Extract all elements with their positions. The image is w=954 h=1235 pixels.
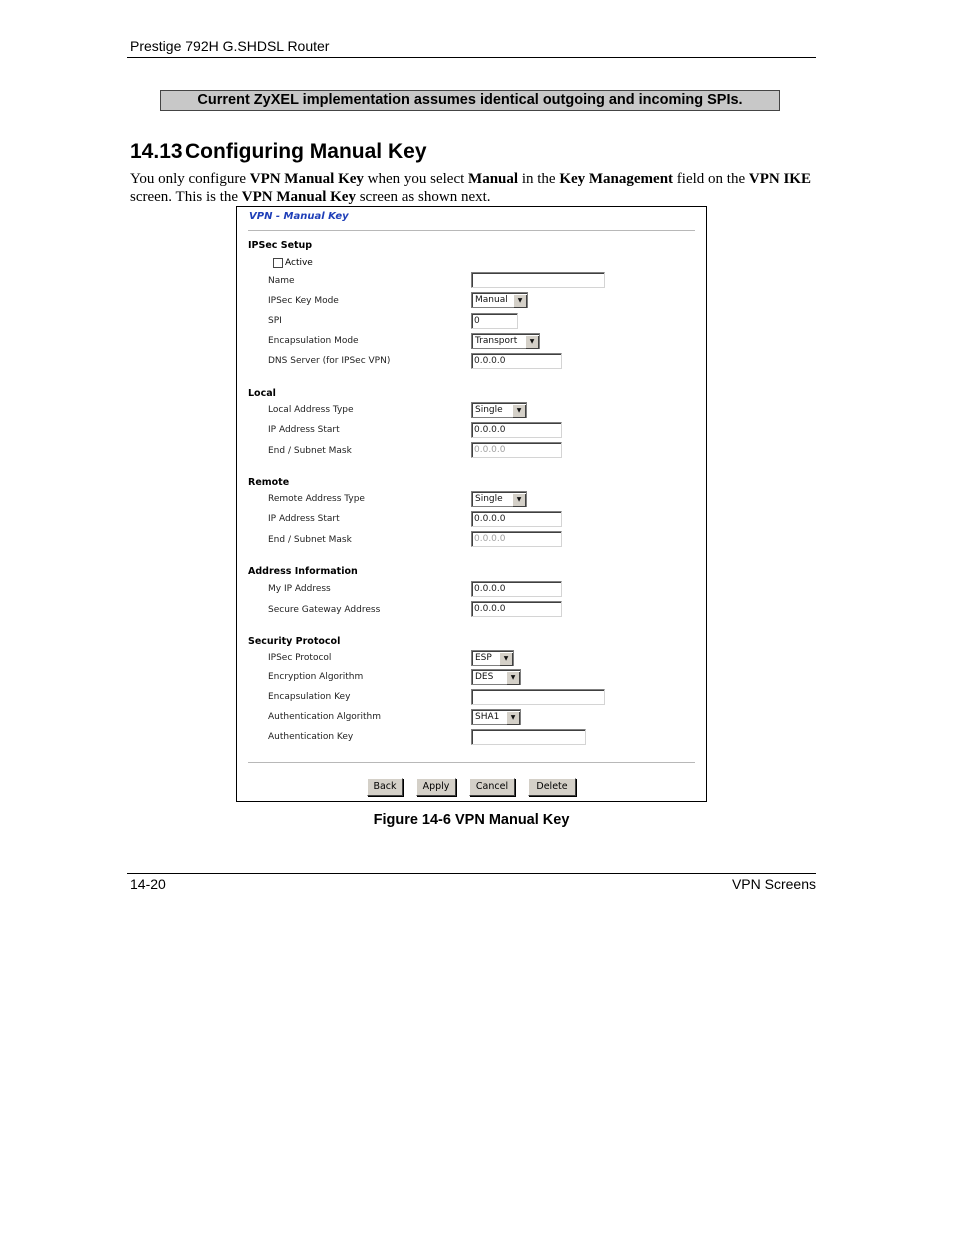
authentication-key-label: Authentication Key bbox=[268, 732, 354, 742]
encryption-algorithm-label: Encryption Algorithm bbox=[268, 672, 364, 682]
ipsec-key-mode-label: IPSec Key Mode bbox=[268, 296, 339, 306]
active-checkbox[interactable] bbox=[273, 258, 283, 268]
active-checkbox-row[interactable] bbox=[273, 258, 313, 268]
authentication-algorithm-label: Authentication Algorithm bbox=[268, 712, 382, 722]
cancel-button[interactable]: Cancel bbox=[469, 778, 515, 796]
encapsulation-key-label: Encapsulation Key bbox=[268, 692, 351, 702]
chevron-down-icon[interactable]: ▼ bbox=[512, 404, 525, 417]
chevron-down-icon[interactable]: ▼ bbox=[506, 671, 519, 684]
intro-paragraph bbox=[130, 170, 816, 206]
remote-address-type-value: Single bbox=[475, 494, 503, 504]
screen-title: VPN - Manual Key bbox=[249, 211, 349, 222]
chevron-down-icon[interactable]: ▼ bbox=[525, 335, 538, 348]
remote-end-mask-input: 0.0.0.0 bbox=[471, 531, 562, 547]
chevron-down-icon[interactable]: ▼ bbox=[506, 711, 519, 724]
encapsulation-key-input[interactable] bbox=[471, 689, 605, 705]
chevron-down-icon[interactable]: ▼ bbox=[513, 294, 526, 307]
vpn-manual-key-screenshot bbox=[236, 206, 707, 802]
ipsec-key-mode-select[interactable] bbox=[471, 292, 528, 308]
active-label: Active bbox=[285, 258, 313, 268]
name-label: Name bbox=[268, 276, 295, 286]
local-heading: Local bbox=[248, 388, 276, 399]
title-divider bbox=[248, 230, 695, 231]
encapsulation-mode-select[interactable] bbox=[471, 333, 540, 349]
page-number: 14-20 bbox=[130, 876, 166, 892]
intro-bold: VPN Manual Key bbox=[241, 189, 356, 205]
my-ip-label: My IP Address bbox=[268, 584, 331, 594]
ipsec-setup-heading: IPSec Setup bbox=[248, 240, 313, 251]
remote-heading: Remote bbox=[248, 477, 290, 488]
remote-end-mask-label: End / Subnet Mask bbox=[268, 535, 352, 545]
authentication-key-input[interactable] bbox=[471, 729, 586, 745]
authentication-algorithm-select[interactable] bbox=[471, 709, 521, 725]
local-ip-start-label: IP Address Start bbox=[268, 425, 340, 435]
intro-text: screen as shown next. bbox=[355, 189, 491, 205]
local-ip-start-input[interactable]: 0.0.0.0 bbox=[471, 422, 562, 438]
local-end-mask-label: End / Subnet Mask bbox=[268, 446, 352, 456]
security-protocol-heading: Security Protocol bbox=[248, 636, 341, 647]
remote-ip-start-label: IP Address Start bbox=[268, 514, 340, 524]
ipsec-protocol-label: IPSec Protocol bbox=[268, 653, 332, 663]
running-header: Prestige 792H G.SHDSL Router bbox=[130, 38, 330, 54]
header-divider bbox=[127, 57, 816, 58]
encryption-algorithm-value: DES bbox=[475, 672, 494, 682]
encapsulation-mode-label: Encapsulation Mode bbox=[268, 336, 359, 346]
secure-gateway-input[interactable]: 0.0.0.0 bbox=[471, 601, 562, 617]
encryption-algorithm-select[interactable] bbox=[471, 669, 521, 685]
intro-bold: Key Management bbox=[559, 171, 674, 187]
local-address-type-value: Single bbox=[475, 405, 503, 415]
note-box: Current ZyXEL implementation assumes identical outgoing and incoming SPIs. bbox=[160, 90, 780, 111]
ipsec-protocol-select[interactable] bbox=[471, 650, 514, 666]
local-address-type-label: Local Address Type bbox=[268, 405, 354, 415]
address-information-heading: Address Information bbox=[248, 566, 358, 577]
back-button[interactable]: Back bbox=[367, 778, 403, 796]
name-input[interactable] bbox=[471, 272, 605, 288]
footer-divider bbox=[127, 873, 816, 874]
figure-caption: Figure 14-6 VPN Manual Key bbox=[373, 812, 570, 828]
section-number: 14.13 bbox=[130, 140, 183, 163]
my-ip-input[interactable]: 0.0.0.0 bbox=[471, 581, 562, 597]
buttons-divider bbox=[248, 762, 695, 763]
chevron-down-icon[interactable]: ▼ bbox=[499, 652, 512, 665]
spi-input[interactable]: 0 bbox=[471, 313, 518, 329]
intro-bold: Manual bbox=[468, 171, 519, 187]
chevron-down-icon[interactable]: ▼ bbox=[512, 493, 525, 506]
intro-bold: VPN IKE bbox=[748, 171, 811, 187]
secure-gateway-label: Secure Gateway Address bbox=[268, 605, 381, 615]
section-heading bbox=[130, 140, 427, 164]
intro-text: field on the bbox=[673, 171, 749, 187]
encapsulation-mode-value: Transport bbox=[475, 336, 518, 346]
intro-text: in the bbox=[518, 171, 560, 187]
ipsec-key-mode-value: Manual bbox=[475, 295, 508, 305]
remote-address-type-label: Remote Address Type bbox=[268, 494, 365, 504]
authentication-algorithm-value: SHA1 bbox=[475, 712, 500, 722]
dns-server-label: DNS Server (for IPSec VPN) bbox=[268, 356, 391, 366]
dns-server-input[interactable]: 0.0.0.0 bbox=[471, 353, 562, 369]
local-address-type-select[interactable] bbox=[471, 402, 527, 418]
remote-address-type-select[interactable] bbox=[471, 491, 527, 507]
delete-button[interactable]: Delete bbox=[528, 778, 576, 796]
section-title: Configuring Manual Key bbox=[185, 140, 427, 163]
local-end-mask-input: 0.0.0.0 bbox=[471, 442, 562, 458]
remote-ip-start-input[interactable]: 0.0.0.0 bbox=[471, 511, 562, 527]
intro-text: when you select bbox=[363, 171, 469, 187]
intro-text: You only configure bbox=[130, 171, 250, 187]
intro-bold: VPN Manual Key bbox=[249, 171, 364, 187]
spi-label: SPI bbox=[268, 316, 282, 326]
apply-button[interactable]: Apply bbox=[416, 778, 456, 796]
ipsec-protocol-value: ESP bbox=[475, 653, 492, 663]
intro-text: screen. This is the bbox=[130, 189, 242, 205]
chapter-name: VPN Screens bbox=[731, 876, 816, 892]
